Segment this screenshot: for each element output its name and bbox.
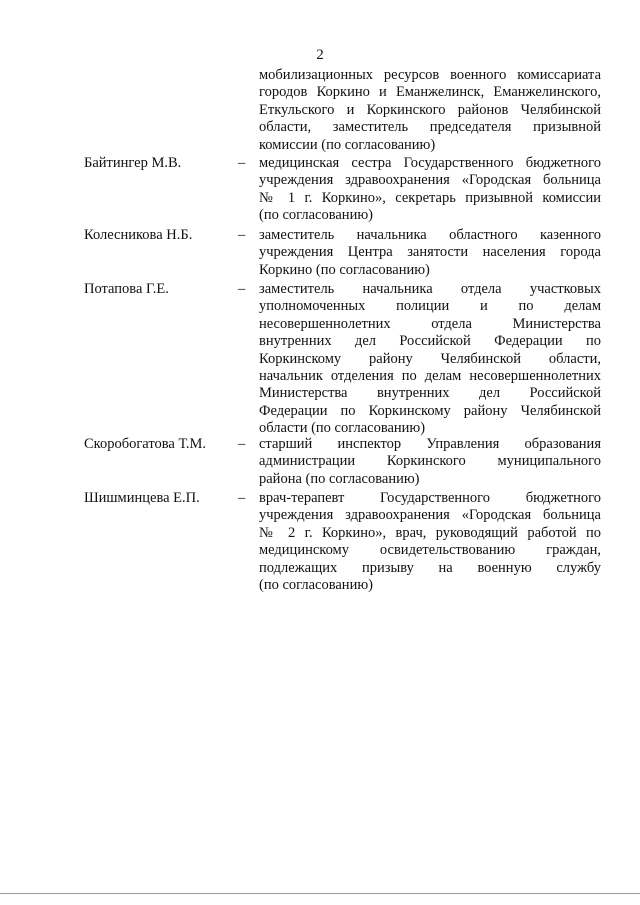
- member-dash: –: [238, 281, 246, 297]
- member-description: [259, 436, 601, 488]
- text-line: уполномоченных полиции и по делам: [259, 298, 601, 315]
- text-line: учреждения здравоохранения «Городская больница: [259, 172, 601, 189]
- member-description: [259, 155, 601, 225]
- text-line: внутренних дел Российской Федерации по: [259, 333, 601, 350]
- text-line: комиссии (по согласованию): [259, 136, 436, 153]
- text-line: № 1 г. Коркино», секретарь призывной комиссии: [259, 189, 601, 206]
- member-dash: –: [238, 490, 246, 506]
- member-description: [259, 281, 601, 438]
- text-line: заместитель начальника отдела участковых: [259, 281, 601, 297]
- text-line: учреждения Центра занятости населения города: [259, 244, 601, 261]
- text-line: учреждения здравоохранения «Городская больница: [259, 507, 601, 524]
- member-dash: –: [238, 227, 246, 243]
- member-name: Шишминцева Е.П.: [84, 490, 200, 506]
- member-description: [259, 490, 601, 594]
- member-name: Байтингер М.В.: [84, 155, 182, 171]
- text-line: несовершеннолетних отдела Министерства: [259, 315, 601, 332]
- page-bottom-rule: [0, 893, 640, 894]
- text-line: начальник отделения по делам несовершеннолетних: [259, 367, 601, 384]
- text-line: Федерации по Коркинскому району Челябинской: [259, 402, 601, 419]
- text-line: района (по согласованию): [259, 470, 420, 487]
- member-dash: –: [238, 436, 246, 452]
- text-line: Министерства внутренних дел Российской: [259, 385, 601, 402]
- member-dash: –: [238, 155, 246, 171]
- text-line: мобилизационных ресурсов военного комиссариата: [259, 67, 601, 83]
- text-line: медицинскому освидетельствованию граждан,: [259, 542, 601, 559]
- page-number: 2: [316, 47, 324, 63]
- text-line: медицинская сестра Государственного бюджетного: [259, 155, 601, 171]
- member-name: Потапова Г.Е.: [84, 281, 169, 297]
- continuation-text: [259, 67, 601, 154]
- text-line: области (по согласованию): [259, 420, 426, 437]
- text-line: заместитель начальника областного казенного: [259, 227, 601, 243]
- text-line: городов Коркино и Еманжелинск, Еманжелинского,: [259, 84, 601, 101]
- text-line: врач-терапевт Государственного бюджетного: [259, 490, 601, 506]
- text-line: Коркино (по согласованию): [259, 261, 430, 278]
- text-line: № 2 г. Коркино», врач, руководящий работой по: [259, 524, 601, 541]
- text-line: Коркинскому району Челябинской области,: [259, 350, 601, 367]
- text-line: (по согласованию): [259, 576, 373, 593]
- text-line: области, заместитель председателя призывной: [259, 119, 601, 136]
- text-line: подлежащих призыву на военную службу: [259, 559, 601, 576]
- text-line: Еткульского и Коркинского районов Челябинской: [259, 101, 601, 118]
- member-name: Скоробогатова Т.М.: [84, 436, 207, 452]
- text-line: администрации Коркинского муниципального: [259, 453, 601, 470]
- member-description: [259, 227, 601, 279]
- text-line: старший инспектор Управления образования: [259, 436, 601, 452]
- member-name: Колесникова Н.Б.: [84, 227, 193, 243]
- text-line: (по согласованию): [259, 207, 373, 224]
